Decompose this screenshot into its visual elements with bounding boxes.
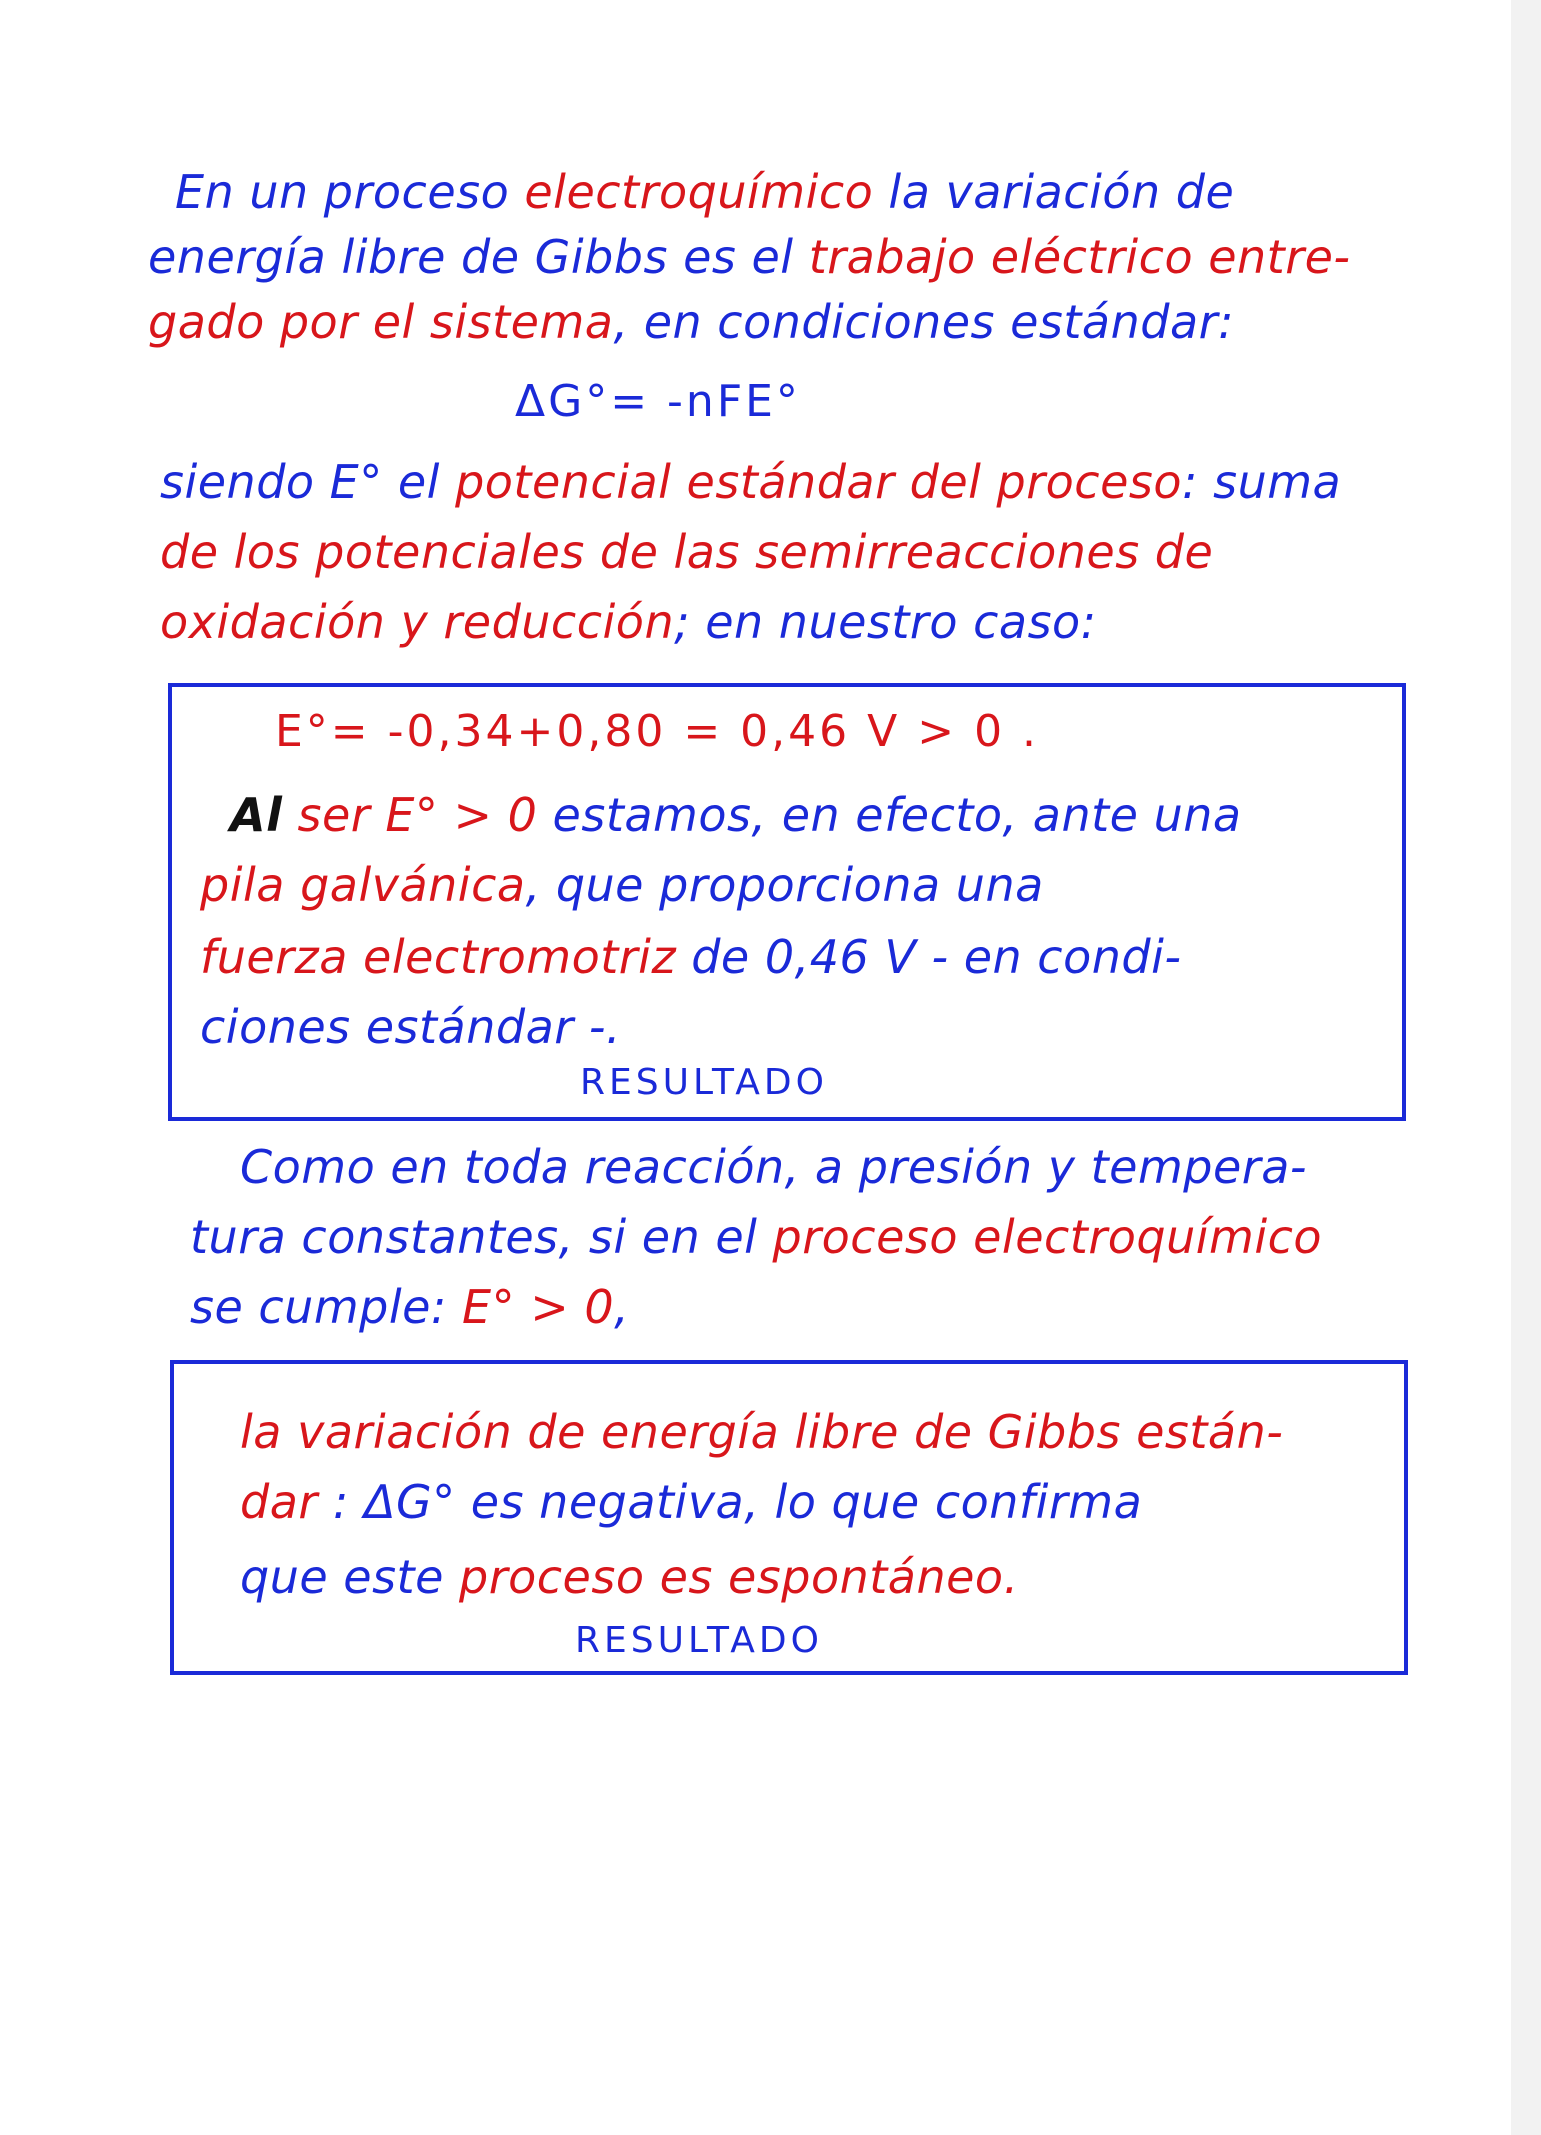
text-run: que este [240,1550,460,1604]
box2-line-3 [240,1545,1019,1609]
text-run: ciones estándar -. [200,1000,622,1054]
text-run: siendo E° el [160,455,456,509]
como-line-3 [190,1275,629,1339]
text-run: gado por el sistema [148,295,614,349]
text-run: potencial estándar del proceso [455,455,1182,509]
text-run: tura constantes, si en el [190,1210,773,1264]
text-run: proceso es espontáneo. [459,1550,1019,1604]
text-run: se cumple: [190,1280,463,1334]
text-run: E° > 0 [462,1280,615,1334]
text-run: trabajo eléctrico entre- [808,230,1351,284]
text-run: ser [282,788,386,842]
intro-line-2 [148,225,1351,289]
text-run: Como en toda reacción, a presión y tempera- [240,1140,1307,1194]
box2-line-1 [240,1400,1283,1464]
text-run: E° > 0 [385,788,538,842]
text-run: estamos, en efecto, ante una [537,788,1242,842]
siendo-line-1 [160,450,1341,514]
text-run: ; en nuestro caso: [674,595,1097,649]
potential-equation: E°= -0,34+0,80 = 0,46 V > 0 . [275,706,1040,757]
text-run: pila galvánica [200,858,526,912]
text-run: oxidación y reducción [160,595,675,649]
text-run: electroquímico [524,165,874,219]
text-run: de 0,46 V - en condi- [676,930,1182,984]
text-run: Al [230,788,283,842]
scan-edge [1511,0,1541,2135]
intro-line-3 [148,290,1234,354]
text-run: la variación de [873,165,1235,219]
como-line-1 [240,1135,1307,1199]
text-run: , [614,1280,630,1334]
text-run: : ΔG° es negativa, lo que confirma [317,1475,1143,1529]
intro-line-1 [175,160,1234,224]
siendo-line-3 [160,590,1097,654]
text-run: de los [160,525,316,579]
text-run: fuerza electromotriz [200,930,677,984]
text-run: potenciales de las semirreacciones de [315,525,1214,579]
box1-line-2 [200,853,1044,917]
box1-line-3 [200,925,1181,989]
gibbs-formula: ΔG°= -nFE° [515,376,801,427]
text-run: : suma [1181,455,1342,509]
como-line-2 [190,1205,1322,1269]
result-label-1: RESULTADO [580,1062,828,1103]
text-run: dar [240,1475,318,1529]
box1-line-1 [230,783,1242,847]
text-run: energía libre de Gibbs es el [148,230,809,284]
text-run: la variación de energía libre de Gibbs están- [240,1405,1284,1459]
text-run: En un proceso [175,165,525,219]
text-run: , en condiciones estándar: [613,295,1235,349]
box1-line-4 [200,995,621,1059]
siendo-line-2 [160,520,1213,584]
text-run: , que proporciona una [525,858,1044,912]
text-run: proceso electroquímico [772,1210,1323,1264]
box2-line-2 [240,1470,1142,1534]
result-label-2: RESULTADO [575,1620,823,1661]
